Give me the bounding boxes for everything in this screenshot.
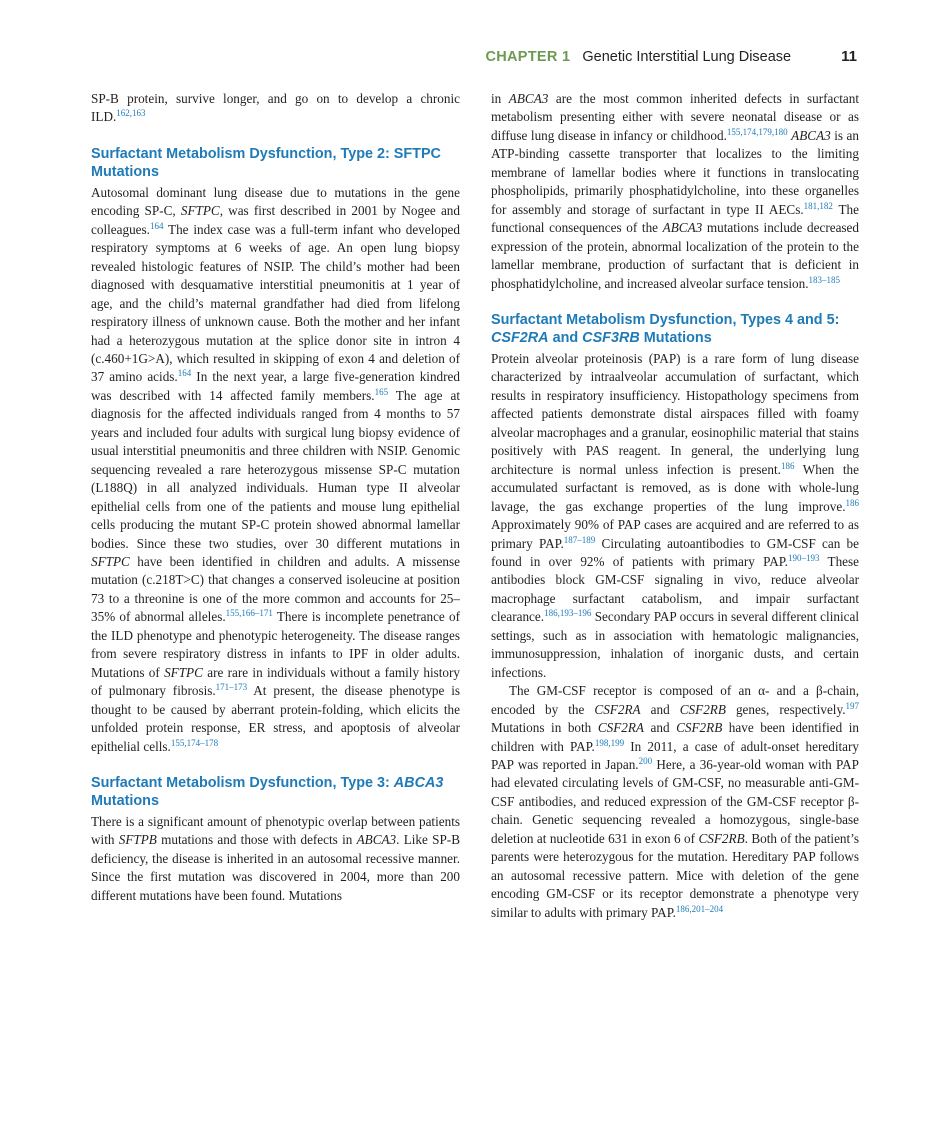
chapter-label: CHAPTER 1	[485, 49, 571, 65]
paragraph-gm-csf-receptor: The GM-CSF receptor is composed of an α- and a β-chain, encoded by the CSF2RA and CSF2RB genes, respectively.$^{197}$ Mutations in both CSF2RA and CSF2RB have been identified in children with PAP.$^{198,199}$ In 2011, a case of adult-onset hereditary PAP was reported in Japan.$^{200}$ Here, a 36-year-old woman with PAP had elevated circulating levels of GM-CSF, no measurable anti-GM-CSF antibodies, and reduced expression of the GM-CSF receptor β-chain. Genetic sequencing revealed a homozygous, single-base deletion at nucleotide 631 in exon 6 of CSF2RB. Both of the patient’s parents were heterozygous for the mutation. Hereditary PAP follows an autosomal recessive pattern. Mice with deletion of the gene encoding GM-CSF or its receptor demonstrate a phenotype very similar to adults with primary PAP.$^{186,201-204}$	[491, 683, 860, 920]
citation: 181,182	[803, 200, 833, 211]
chapter-title: Genetic Interstitial Lung Disease	[582, 49, 792, 65]
left-column	[91, 90, 460, 905]
right-column	[491, 90, 859, 922]
paragraph-sftpc: Autosomal dominant lung disease due to mutations in the gene encoding SP-C, SFTPC, was first described in 2001 by Nogee and colleagues.$^{164}$ The index case was a full-term infant who developed respiratory symptoms at 6 weeks of age. An open lung biopsy revealed histologic features of NSIP. The child’s mother had been diagnosed with desquamative interstitial pneumonitis at 1 year of age, and the child’s maternal grandfather had died from lifelong respiratory illness of unknown cause. Both the mother and her infant had a heterozygous mutation at the splice donor site in intron 4 (c.460+1G>A), which resulted in skipping of exon 4 and deletion of 37 amino acids.$^{164}$ In the next year, a large five-generation kindred was described with 14 affected family members.$^{165}$ The age at diagnosis for the affected individuals ranged from 4 months to 57 years and included four adults with surgical lung biopsy evidence of usual interstitial pneumonitis and three children with NSIP. Genomic sequencing revealed a rare heterozygous missense SP-C mutation (L188Q) in all analyzed individuals. Human type II alveolar epithelial cells from one of the patients and mouse lung epithelial cells producing the mutant SP-C protein showed abnormal lamellar bodies. Since these two studies, over 30 different mutations in SFTPC have been identified in children and adults. A missense mutation (c.218T>C) that changes a conserved isoleucine at position 73 to a threonine is one of the more common and accounts for 25–35% of abnormal alleles.$^{155,166-171}$ There is incomplete penetrance of the ILD phenotype and phenotypic heterogeneity. The disease ranges from severe respiratory distress in infants to IPF in older adults. Mutations of SFTPC are rare in individuals without a family history of pulmonary fibrosis.$^{171-173}$ At present, the disease phenotype is thought to be caused by aberrant protein-folding, which elicits the unfolded protein response, ER stress, and apoptosis of alveolar epithelial cells.$^{155,174-178}$	[91, 184, 460, 754]
citation: 155,166–171	[225, 608, 273, 619]
citation: 198,199	[594, 737, 625, 748]
page-number: 11	[841, 48, 857, 65]
citation: 155,174,179,180	[726, 126, 788, 137]
paragraph-abca3-intro: There is a significant amount of phenotypic overlap between patients with SFTPB mutations and those with defects in ABCA3. Like SP-B deficiency, the disease is inherited in an autosomal recessive manner. Since the first mutation was discovered in 2004, more than 200 different mutations have been found. Mutations	[91, 813, 460, 903]
citation: 164	[177, 368, 192, 379]
citation: 186	[780, 460, 795, 471]
paragraph-abca3: in ABCA3 are the most common inherited defects in surfactant metabolism presenting either with severe neonatal disease or as diffuse lung disease in infancy or childhood.$^{155,174,179,180}$ ABCA3 is an ATP-binding cassette transporter that localizes to the limiting membrane of lamellar bodies where it functions in translocating phospholipids, primarily phosphatidylcholine, into these organelles for assembly and storage of surfactant in type II AECs.$^{181,182}$ The functional consequences of the ABCA3 mutations include decreased expression of the protein, abnormal localization of the protein to the lamellar membrane, production of surfactant that is deficient in phosphatidylcholine, and increased alveolar surface tension.$^{183-185}$	[491, 91, 860, 291]
citation: 186,193–196	[544, 608, 592, 619]
citation: 197	[845, 700, 859, 711]
heading-type-3: Surfactant Metabolism Dysfunction, Type 3: ABCA3 Mutations	[91, 774, 444, 809]
heading-type-2: Surfactant Metabolism Dysfunction, Type 2: SFTPC Mutations	[91, 145, 441, 180]
citation: 171–173	[215, 682, 248, 693]
citation: 162,163	[116, 108, 146, 119]
citation: 187–189	[563, 534, 596, 545]
citation: 186	[845, 497, 859, 508]
citation: 164	[149, 220, 164, 231]
paragraph-pap: Protein alveolar proteinosis (PAP) is a rare form of lung disease characterized by intraalveolar accumulation of surfactant, which results in respiratory insufficiency. Histopathology specimens from affected patients demonstrate distal airspaces filled with foamy alveolar macrophages and a granular, eosinophilic material that stains positively with PAS reagent. In general, the underlying lung architecture is normal unless infection is present.$^{186}$ When the accumulated surfactant is removed, as is done with whole-lung lavage, the gas exchange properties of the lung improve.$^{186}$ Approximately 90% of PAP cases are acquired and are referred to as primary PAP.$^{187-189}$ Circulating autoantibodies to GM-CSF can be found in over 92% of patients with primary PAP.$^{190-193}$ These antibodies block GM-CSF signaling in vivo, reduce alveolar macrophage surfactant catabolism, and impair surfactant clearance.$^{186,193-196}$ Secondary PAP occurs in several different clinical settings, such as in association with hematologic malignancies, immunosuppression, inhalation of inorganic dusts, and certain infections.	[491, 350, 860, 680]
running-head	[90, 48, 857, 66]
paragraph-sp-b-continuation: SP-B protein, survive longer, and go on to develop a chronic ILD.$^{162,163}$	[91, 91, 460, 125]
citation: 186,201–204	[675, 903, 724, 914]
heading-types-4-5: Surfactant Metabolism Dysfunction, Types 4 and 5: CSF2RA and CSF3RB Mutations	[491, 311, 840, 346]
citation: 155,174–178	[170, 737, 219, 748]
citation: 165	[374, 386, 389, 397]
citation: 183–185	[808, 274, 840, 285]
citation: 190–193	[787, 552, 820, 563]
citation: 200	[638, 755, 653, 766]
